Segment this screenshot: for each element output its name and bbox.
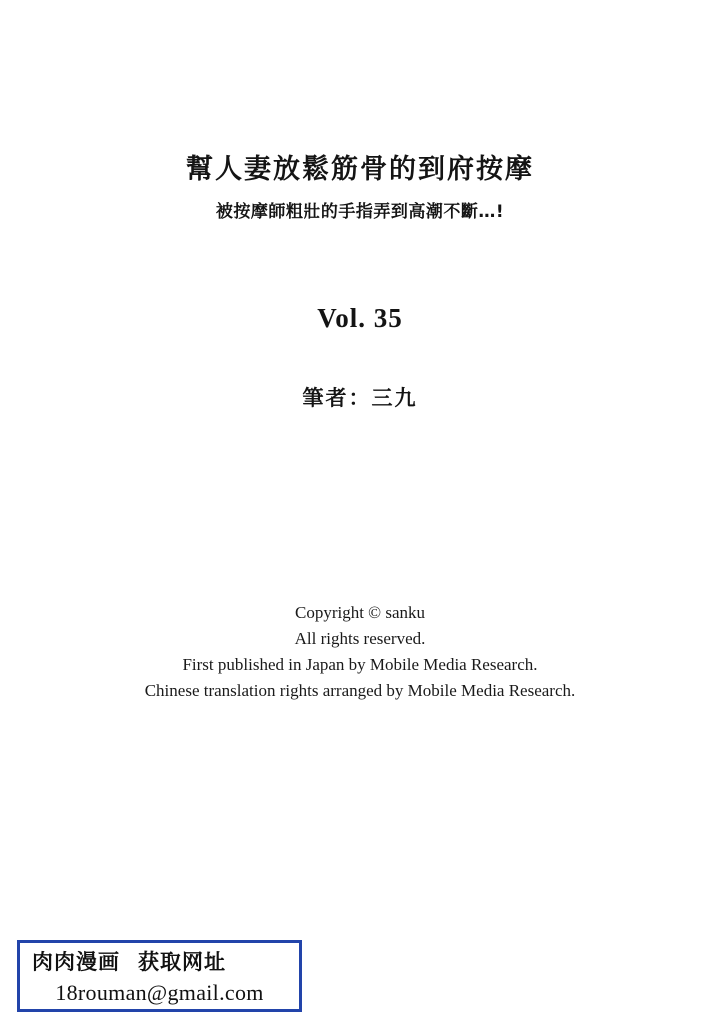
watermark-action-label: 获取网址 bbox=[138, 950, 226, 974]
copyright-line-4: Chinese translation rights arranged by Mobile Media Research. bbox=[144, 681, 576, 700]
watermark-top-row bbox=[20, 943, 299, 976]
watermark-box bbox=[17, 940, 302, 1012]
volume-label: Vol. 35 bbox=[317, 303, 403, 333]
copyright-line-1: Copyright © sanku bbox=[294, 603, 426, 622]
page-title: 幫人妻放鬆筋骨的到府按摩 bbox=[186, 154, 534, 185]
copyright-line-2: All rights reserved. bbox=[294, 629, 426, 648]
page-subtitle: 被按摩師粗壯的手指弄到高潮不斷…! bbox=[215, 202, 505, 223]
author-label: 筆者：三九 bbox=[302, 386, 418, 410]
watermark-brand: 肉肉漫画 bbox=[32, 950, 120, 974]
copyright-block bbox=[0, 600, 720, 704]
watermark-email: 18rouman@gmail.com bbox=[55, 980, 264, 1005]
title-block bbox=[0, 152, 720, 223]
copyright-line-3: First published in Japan by Mobile Media Research. bbox=[182, 655, 538, 674]
